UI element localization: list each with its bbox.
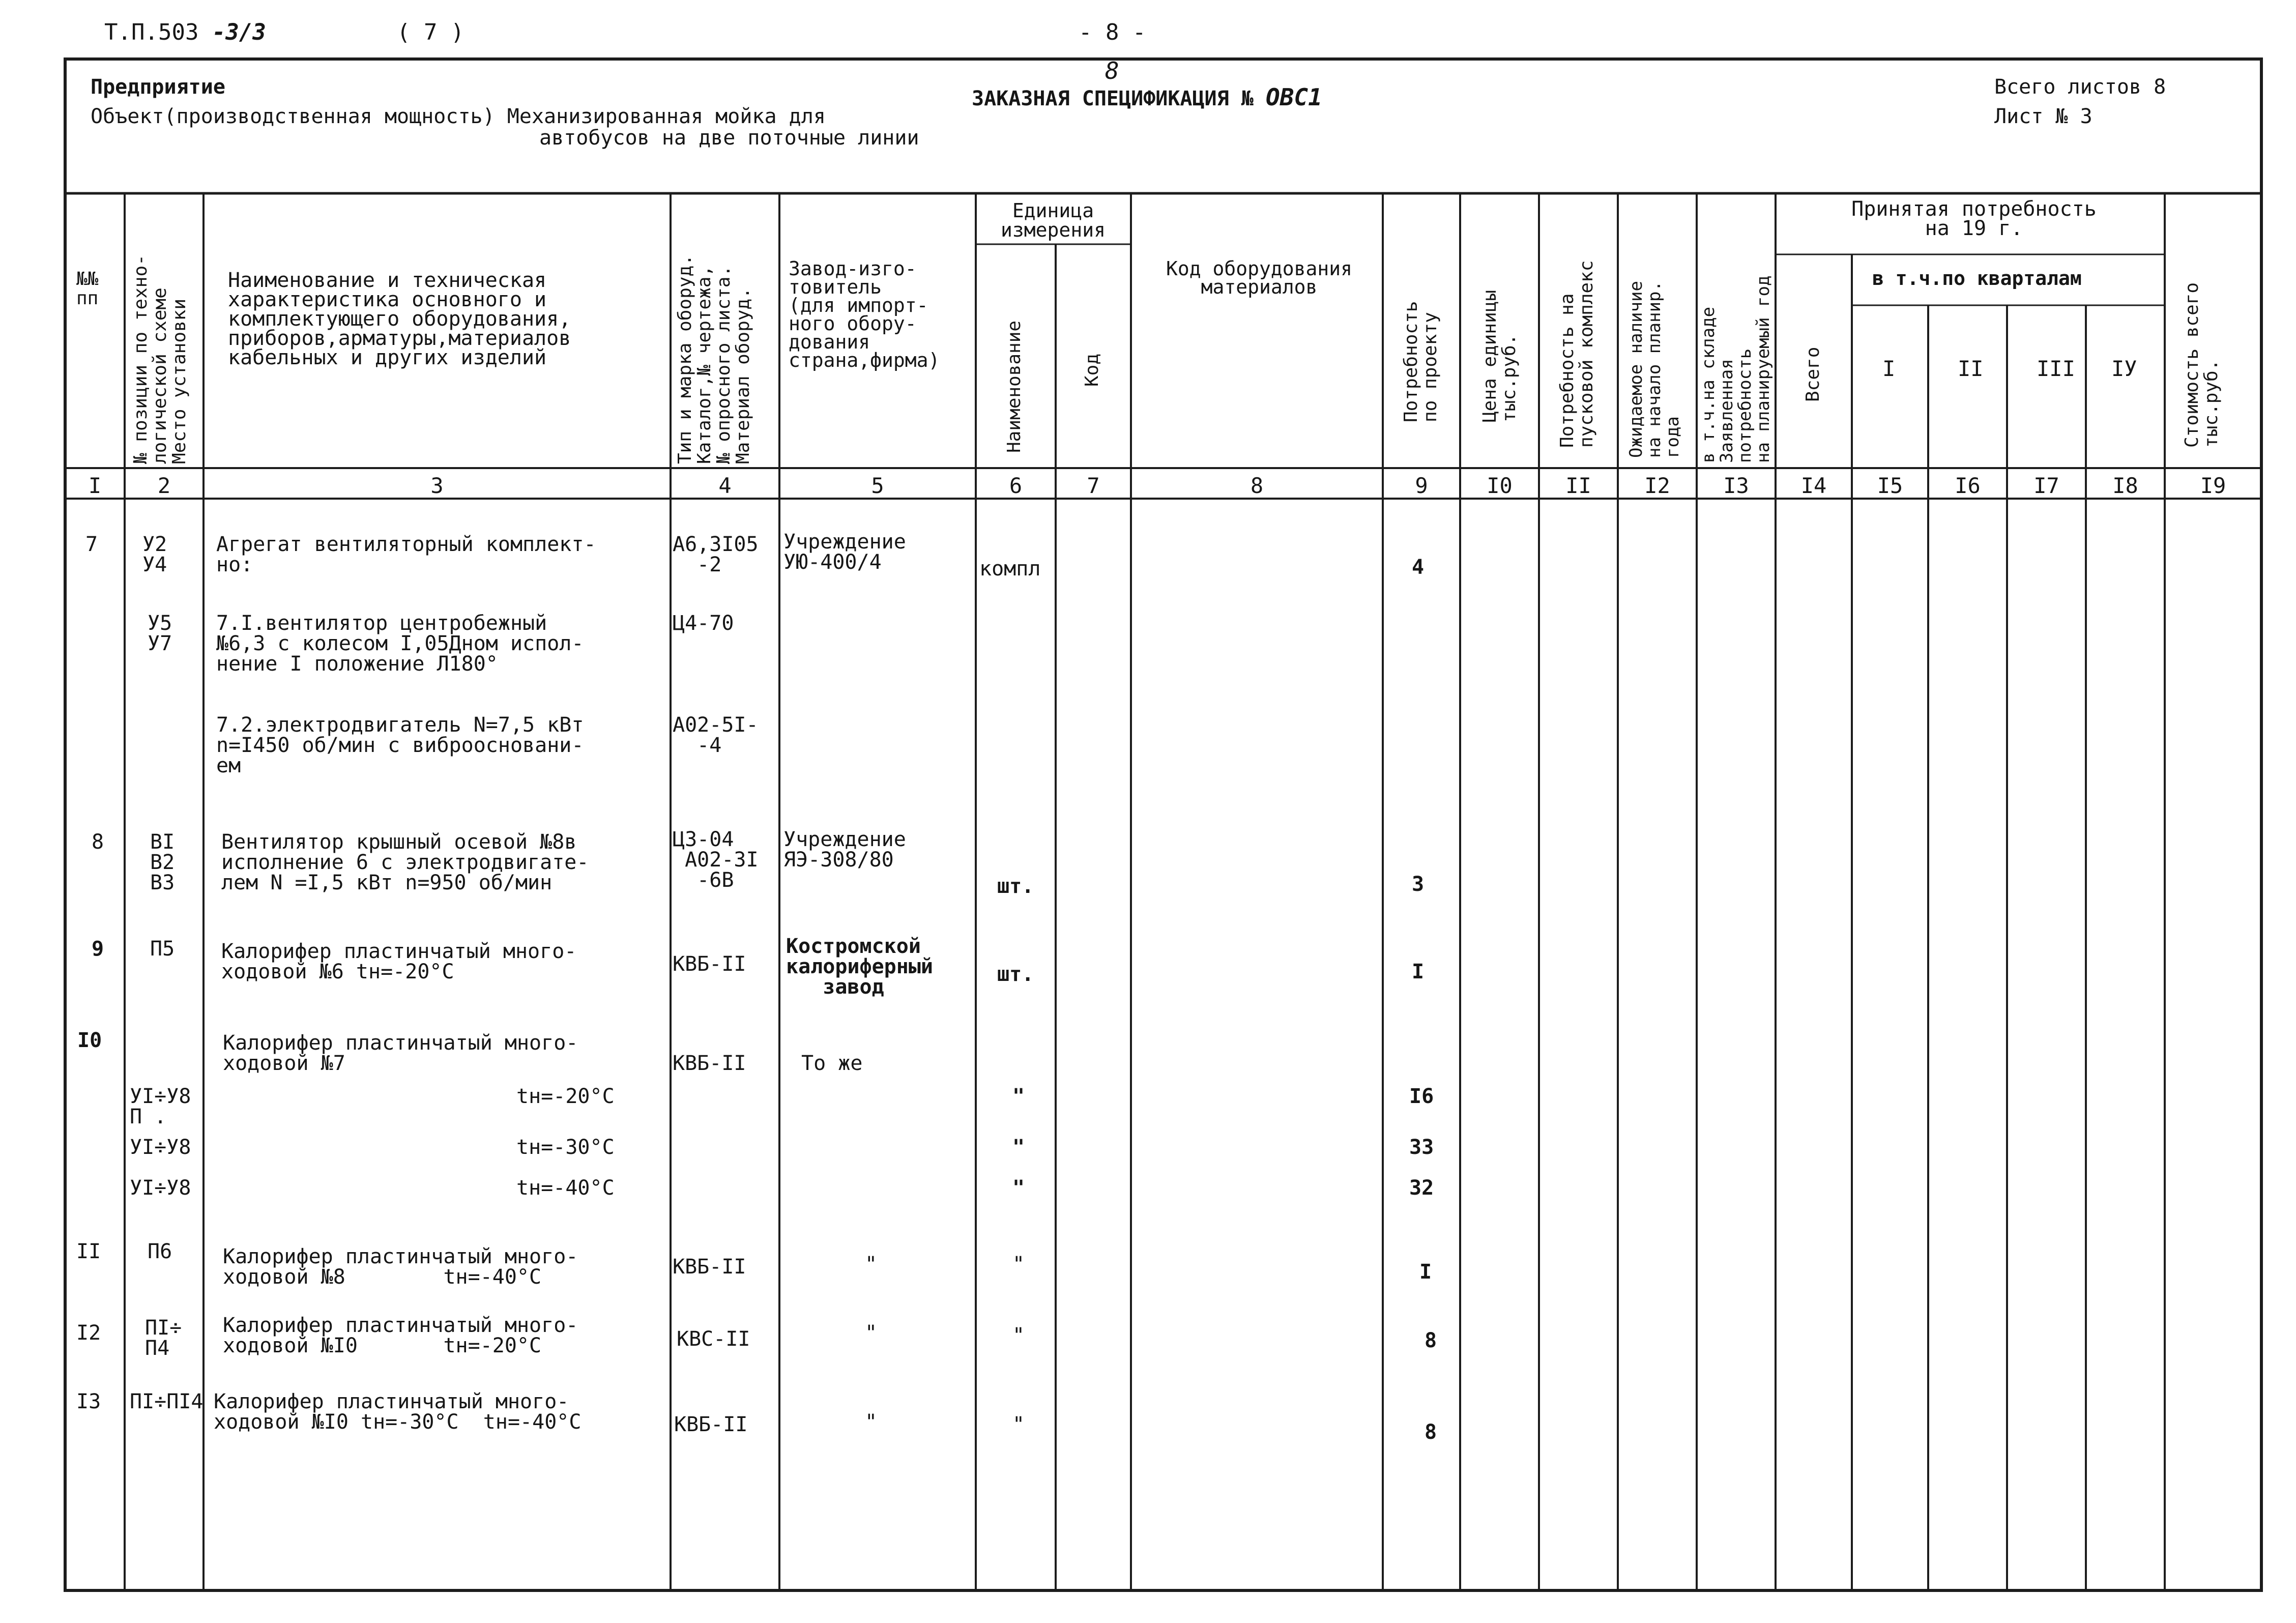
col-2-header <box>131 254 189 464</box>
row-10b-position: УI÷У8 <box>130 1136 191 1159</box>
doc-code-paren: ( 7 ) <box>397 19 464 45</box>
col-6-line-1: Наименование <box>1004 320 1025 453</box>
col-13-line-1: в т.ч.на складе <box>1698 306 1719 463</box>
quarters-label: в т.ч.по кварталам <box>1872 267 2082 289</box>
row-11-quantity: I <box>1419 1260 1432 1284</box>
col-3-line-1: Наименование и техническая <box>228 269 547 292</box>
col-2-line-2: логической схеме <box>150 287 170 464</box>
row-7-maker: Учреждение УЮ-400/4 <box>783 530 906 574</box>
col-number-5: 5 <box>871 473 884 498</box>
col-3-line-5: кабельных и других изделий <box>228 346 547 369</box>
row-7-position: У2 У4 <box>142 533 167 576</box>
col-4-header <box>676 254 753 464</box>
col-19-header <box>2183 282 2221 448</box>
row-9-number: 9 <box>92 937 104 961</box>
col-number-4: 4 <box>718 473 732 498</box>
row-11-maker: " <box>865 1253 878 1276</box>
page-number: - 8 - <box>1079 19 1146 45</box>
row-12-name: Калорифер пластинчатый много- ходовой №I0 tн=-20°С <box>223 1314 578 1357</box>
col-5-line-5: дования <box>789 331 870 353</box>
row-11-unit: " <box>1012 1253 1025 1276</box>
col-11-line-1: Потребность на <box>1557 293 1578 448</box>
enterprise-label: Предприятие <box>91 75 225 99</box>
row-7-number: 7 <box>85 533 98 556</box>
row-7-type: А6,3I05 -2 <box>673 533 759 576</box>
object-line-1: Объект(производственная мощность) Механизированная мойка для <box>91 105 826 128</box>
row-11-number: II <box>76 1240 101 1263</box>
row-8-number: 8 <box>92 830 104 854</box>
row-12-type: КВС-II <box>677 1327 750 1351</box>
col-7-header <box>1083 354 1102 387</box>
row-8-maker: Учреждение ЯЭ-308/80 <box>783 828 906 872</box>
col-number-7: 7 <box>1087 473 1100 498</box>
row-9-unit: шт. <box>997 963 1034 986</box>
unit-group-line-1: Единица <box>1012 199 1094 222</box>
col-number-18: I8 <box>2112 473 2138 498</box>
row-10c-temperature: tн=-40°С <box>516 1176 615 1200</box>
row-13-type: КВБ-II <box>674 1413 748 1436</box>
col-number-16: I6 <box>1955 473 1981 498</box>
total-sheets: Всего листов 8 <box>1994 75 2166 99</box>
col-7-line-1: Код <box>1082 353 1102 387</box>
spec-number: OBC1 <box>1265 83 1322 111</box>
row-12-number: I2 <box>76 1321 101 1345</box>
row-12-position: ПI÷ П4 <box>145 1316 182 1360</box>
row-10-name: Калорифер пластинчатый много- ходовой №7 <box>223 1031 578 1075</box>
col-number-19: I9 <box>2200 473 2226 498</box>
col-number-8: 8 <box>1250 473 1264 498</box>
col-8-line-2: материалов <box>1201 276 1318 298</box>
col-5-header <box>789 259 940 369</box>
col-13-line-2: Заявленная <box>1717 359 1737 463</box>
page-number-handwritten: 8 <box>1105 57 1119 84</box>
col-10-line-1: Цена единицы <box>1479 289 1500 422</box>
col-18-header: IУ <box>2111 356 2137 381</box>
col-17-header: III <box>2037 356 2075 381</box>
row-10c-quantity: 32 <box>1409 1176 1434 1200</box>
col-3-line-3: комплектующего оборудования, <box>228 307 571 331</box>
row-11-position: П6 <box>148 1240 172 1263</box>
row-10a-quantity: I6 <box>1409 1085 1434 1108</box>
row-7-2-name: 7.2.электродвигатель N=7,5 кВт n=I450 об/мин с виброосновани- ем <box>216 713 584 777</box>
col-number-14: I4 <box>1800 473 1827 498</box>
row-8-name: Вентилятор крышный осевой №8в исполнение 6 с электродвигате- лем N =I,5 кВт n=950 об/мин <box>221 830 589 894</box>
row-10b-quantity: 33 <box>1409 1136 1434 1159</box>
col-4-line-3: № опросного листа. <box>713 265 734 464</box>
col-13-line-3: потребность <box>1735 348 1755 463</box>
row-10-number: I0 <box>77 1029 102 1052</box>
row-10-maker: То же <box>801 1052 863 1075</box>
row-12-quantity: 8 <box>1425 1329 1437 1352</box>
need-group-header <box>1811 199 2137 238</box>
col-12-line-3: года <box>1663 416 1683 458</box>
row-10-type: КВБ-II <box>673 1052 746 1075</box>
row-13-maker: " <box>865 1410 878 1434</box>
row-13-quantity: 8 <box>1425 1421 1437 1444</box>
col-9-line-1: Потребность <box>1401 301 1421 422</box>
spec-title-text: ЗАКАЗНАЯ СПЕЦИФИКАЦИЯ № <box>972 87 1254 110</box>
row-10c-unit: " <box>1012 1176 1025 1200</box>
row-12-maker: " <box>865 1321 878 1345</box>
col-3-line-4: приборов,арматуры,материалов <box>228 327 571 350</box>
col-number-3: 3 <box>430 473 444 498</box>
row-7-name: Агрегат вентиляторный комплект- но: <box>216 533 596 576</box>
need-group-line-1: Принятая потребность <box>1851 197 2097 221</box>
row-13-unit: " <box>1012 1413 1025 1436</box>
row-7-1-type: Ц4-70 <box>673 612 734 635</box>
unit-group-header <box>992 201 1114 240</box>
col-3-line-2: характеристика основного и <box>228 288 547 311</box>
col-11-line-2: пусковой комплекс <box>1576 260 1597 448</box>
col-8-line-1: Код оборудования <box>1166 257 1353 280</box>
col-12-line-1: Ожидаемое наличие <box>1626 281 1646 458</box>
col-10-line-2: тыс.руб. <box>1499 334 1520 422</box>
col-13-line-4: на планируемый год <box>1753 275 1774 463</box>
col-12-header <box>1627 281 1682 458</box>
col-number-2: 2 <box>157 473 171 498</box>
row-7-unit: компл <box>979 557 1041 581</box>
row-7-1-position: У5 У7 <box>148 612 172 655</box>
col-8-header <box>1142 259 1376 296</box>
col-5-line-3: (для импорт- <box>789 294 928 316</box>
doc-code-text: Т.П.503 <box>104 19 199 45</box>
col-14-header <box>1804 347 1823 402</box>
row-10a-temperature: tн=-20°С <box>516 1085 615 1108</box>
col-number-17: I7 <box>2033 473 2059 498</box>
row-7-1-name: 7.I.вентилятор центробежный №6,3 с колесом I,05Дном испол- нение I положение Л180° <box>216 612 584 676</box>
col-4-line-2: Каталог,№ чертежа, <box>694 265 715 464</box>
col-5-line-4: ного обору- <box>789 312 917 335</box>
doc-code-suffix: -3/3 <box>212 19 266 45</box>
sheet-number: Лист № 3 <box>1994 105 2092 128</box>
col-4-line-4: Материал оборуд. <box>733 287 753 464</box>
row-12-unit: " <box>1012 1324 1025 1347</box>
col-5-line-1: Завод-изго- <box>789 257 917 280</box>
row-11-type: КВБ-II <box>673 1255 746 1279</box>
col-19-line-1: Стоимость всего <box>2182 282 2202 448</box>
col-13-header <box>1699 276 1772 463</box>
col-number-11: II <box>1565 473 1591 498</box>
col-number-13: I3 <box>1723 473 1749 498</box>
row-11-name: Калорифер пластинчатый много- ходовой №8 tн=-40°С <box>223 1245 578 1289</box>
row-8-position: ВI В2 В3 <box>150 830 175 894</box>
col-4-line-1: Тип и марка оборуд. <box>675 254 695 464</box>
col-1-header: №№ пп <box>76 269 99 309</box>
col-12-line-2: на начало планир. <box>1644 281 1665 458</box>
row-9-type: КВБ-II <box>673 952 746 976</box>
row-10a-position: УI÷У8 П . <box>130 1085 191 1128</box>
row-10b-temperature: tн=-30°С <box>516 1136 615 1159</box>
col-5-line-6: страна,фирма) <box>789 349 940 371</box>
col-15-header: I <box>1882 356 1896 381</box>
row-8-type: Ц3-04 А02-3I -6В <box>673 828 759 892</box>
col-9-line-2: по проекту <box>1420 312 1441 422</box>
col-5-line-2: товитель <box>789 276 882 298</box>
col-number-9: 9 <box>1415 473 1428 498</box>
spec-title <box>972 83 1322 111</box>
row-7-2-type: А02-5I- -4 <box>673 713 759 757</box>
row-9-maker: Костромской калориферный завод <box>786 935 933 999</box>
doc-code <box>104 19 266 45</box>
unit-group-line-2: измерения <box>1001 219 1106 241</box>
col-number-12: I2 <box>1644 473 1670 498</box>
col-2-line-1: № позиции по техно- <box>130 254 151 464</box>
row-10a-unit: " <box>1012 1085 1025 1108</box>
col-11-header <box>1558 260 1596 448</box>
row-9-name: Калорифер пластинчатый много- ходовой №6 tн=-20°С <box>221 940 577 983</box>
col-number-6: 6 <box>1009 473 1023 498</box>
row-7-quantity: 4 <box>1412 556 1425 579</box>
need-group-line-2: на 19 г. <box>1925 217 2023 240</box>
row-8-quantity: 3 <box>1412 873 1425 896</box>
object-line-2: автобусов на две поточные линии <box>539 126 919 150</box>
col-number-15: I5 <box>1877 473 1903 498</box>
col-3-header <box>228 271 571 367</box>
row-13-position: ПI÷ПI4 <box>130 1390 204 1413</box>
row-8-unit: шт. <box>997 875 1034 898</box>
col-9-header <box>1402 301 1440 422</box>
row-13-number: I3 <box>76 1390 101 1413</box>
col-6-header <box>1005 321 1024 453</box>
col-14-line-1: Всего <box>1803 346 1823 402</box>
row-9-position: П5 <box>150 937 175 961</box>
col-2-line-3: Место установки <box>169 298 190 464</box>
col-19-line-2: тыс.руб. <box>2201 359 2222 448</box>
col-16-header: II <box>1958 356 1984 381</box>
row-9-quantity: I <box>1412 960 1425 983</box>
col-10-header <box>1480 290 1519 422</box>
row-13-name: Калорифер пластинчатый много- ходовой №I0 tн=-30°С tн=-40°С <box>214 1390 582 1434</box>
col-number-10: I0 <box>1487 473 1513 498</box>
row-10b-unit: " <box>1012 1136 1025 1159</box>
col-number-1: I <box>88 473 102 498</box>
row-10c-position: УI÷У8 <box>130 1176 191 1200</box>
